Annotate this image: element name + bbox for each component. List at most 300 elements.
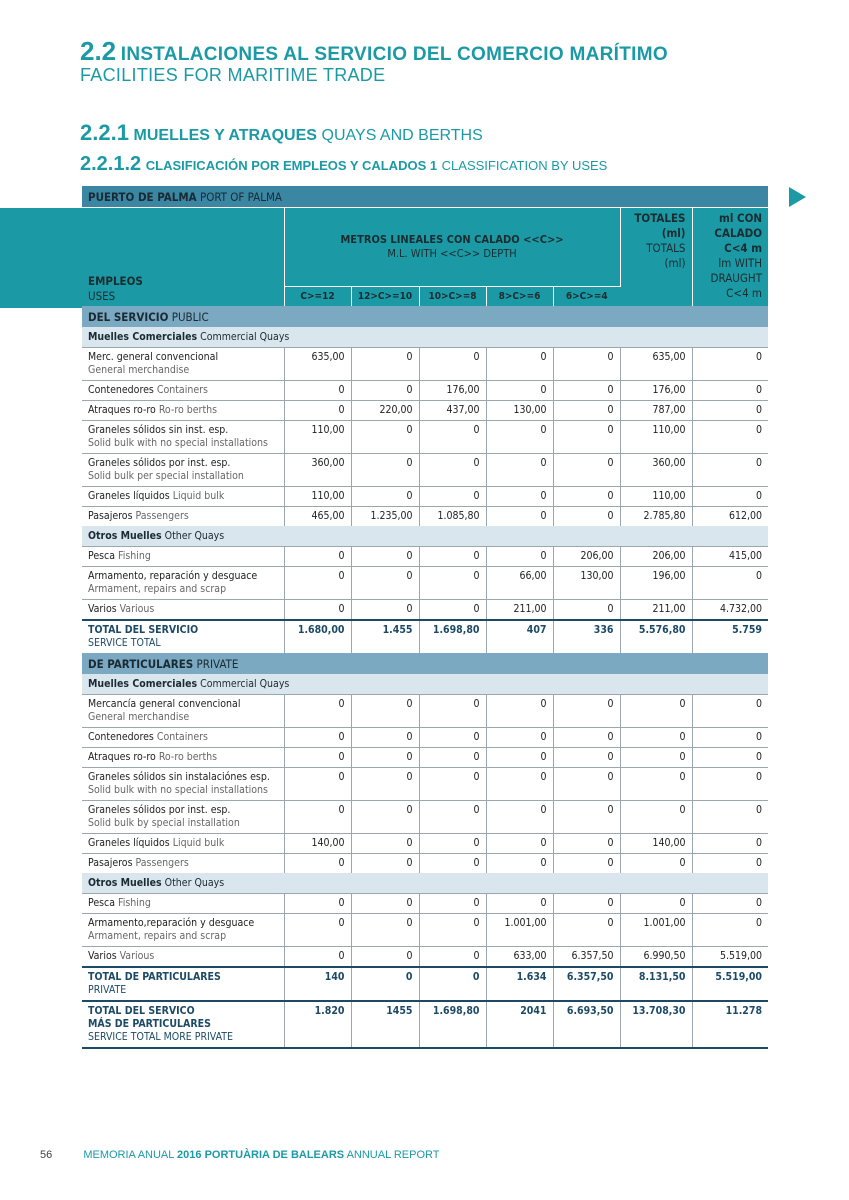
table-row <box>82 487 768 507</box>
cell-value: 0 <box>419 914 486 947</box>
cell-value: 211,00 <box>620 600 692 621</box>
subsection-number: 2.2.1 <box>80 120 129 145</box>
row-label-en: General merchandise <box>88 364 190 376</box>
row-label <box>82 421 284 454</box>
total-value: 1.698,80 <box>419 620 486 653</box>
row-label-es: Graneles líquidos <box>88 490 170 502</box>
row-label <box>82 454 284 487</box>
private-section-row-es: DE PARTICULARES <box>88 656 194 671</box>
total-value: 336 <box>553 620 620 653</box>
total-value: 1.680,00 <box>284 620 351 653</box>
table-row <box>82 894 768 914</box>
cell-value: 0 <box>419 728 486 748</box>
table-row <box>82 947 768 968</box>
subsection-title-es: MUELLES Y ATRAQUES <box>133 127 317 144</box>
cell-value: 0 <box>553 801 620 834</box>
cell-value: 0 <box>620 801 692 834</box>
subsubsection-number: 2.2.1.2 <box>80 153 142 175</box>
cell-value: 0 <box>351 854 419 874</box>
cell-value: 0 <box>351 768 419 801</box>
subsubsection-title-es: CLASIFICACIÓN POR EMPLEOS Y CALADOS 1 <box>145 158 438 173</box>
cell-value: 0 <box>419 567 486 600</box>
row-label-es: Pesca <box>88 550 116 562</box>
cell-value: 0 <box>692 894 768 914</box>
cell-value: 0 <box>351 567 419 600</box>
cell-value: 0 <box>284 695 351 728</box>
public-other-quays-row-en: Other Quays <box>164 530 225 542</box>
row-label-es: Graneles líquidos <box>88 837 170 849</box>
cell-value: 1.235,00 <box>351 507 419 527</box>
row-label <box>82 381 284 401</box>
cell-value: 130,00 <box>553 567 620 600</box>
cell-value: 6.990,50 <box>620 947 692 968</box>
row-label-es: Atraques ro-ro <box>88 404 156 416</box>
quays-table <box>82 186 768 1049</box>
cell-value: 0 <box>692 487 768 507</box>
cell-value: 0 <box>486 421 553 454</box>
cell-value: 0 <box>351 914 419 947</box>
row-label <box>82 507 284 527</box>
cell-value: 0 <box>419 547 486 567</box>
cell-value: 176,00 <box>620 381 692 401</box>
cell-value: 0 <box>553 768 620 801</box>
cell-value: 465,00 <box>284 507 351 527</box>
private-section-row-en: PRIVATE <box>196 656 239 671</box>
cell-value: 0 <box>486 834 553 854</box>
cell-value: 0 <box>284 854 351 874</box>
row-label <box>82 695 284 728</box>
cell-value: 360,00 <box>620 454 692 487</box>
table-row <box>82 748 768 768</box>
cell-value: 0 <box>284 567 351 600</box>
total-value: 140 <box>284 967 351 1001</box>
cell-value: 0 <box>620 854 692 874</box>
cell-value: 0 <box>351 547 419 567</box>
cell-value: 0 <box>284 947 351 968</box>
totals-header <box>620 208 692 307</box>
public-commercial-quays-row-en: Commercial Quays <box>200 331 290 343</box>
cell-value: 0 <box>351 381 419 401</box>
cell-value: 140,00 <box>284 834 351 854</box>
table-row <box>82 914 768 947</box>
public-section-row <box>82 306 768 327</box>
cell-value: 437,00 <box>419 401 486 421</box>
cell-value: 0 <box>553 728 620 748</box>
cell-value: 0 <box>553 454 620 487</box>
cell-value: 206,00 <box>620 547 692 567</box>
footer-bold: 2016 PORTUÀRIA DE BALEARS <box>177 1149 345 1161</box>
grand-total-label <box>82 1001 284 1048</box>
grand-total-value: 1.698,80 <box>419 1001 486 1048</box>
total-value: 1.634 <box>486 967 553 1001</box>
cell-value: 415,00 <box>692 547 768 567</box>
depth-col-4: 8>C>=6 <box>486 286 553 306</box>
footer-pre: MEMORIA ANUAL <box>83 1149 174 1161</box>
row-label-en: Fishing <box>118 897 151 909</box>
row-label-en: Containers <box>156 384 208 396</box>
table-row <box>82 421 768 454</box>
table-row <box>82 507 768 527</box>
total-value: 5.519,00 <box>692 967 768 1001</box>
cell-value: 0 <box>351 748 419 768</box>
grand-total-value: 6.693,50 <box>553 1001 620 1048</box>
row-label-es: Pesca <box>88 897 116 909</box>
cell-value: 0 <box>553 401 620 421</box>
depth-header-es: METROS LINEALES CON CALADO <<C>> <box>340 232 564 246</box>
grand-total-value: 2041 <box>486 1001 553 1048</box>
cell-value: 0 <box>553 695 620 728</box>
cell-value: 0 <box>692 401 768 421</box>
cell-value: 196,00 <box>620 567 692 600</box>
total-value: 6.357,50 <box>553 967 620 1001</box>
cell-value: 0 <box>553 854 620 874</box>
public-other-quays-row <box>82 526 768 547</box>
row-label-en: Fishing <box>118 550 151 562</box>
private-other-quays-row <box>82 873 768 894</box>
cell-value: 0 <box>620 695 692 728</box>
grand-total-value: 1.820 <box>284 1001 351 1048</box>
cell-value: 0 <box>351 834 419 854</box>
row-label-es: Varios <box>88 603 117 615</box>
cell-value: 140,00 <box>620 834 692 854</box>
row-label-es: Merc. general convencional <box>88 351 219 363</box>
cell-value: 0 <box>351 894 419 914</box>
cell-value: 206,00 <box>553 547 620 567</box>
row-label-es: Pasajeros <box>88 510 133 522</box>
row-label-es: Armamento, reparación y desguace <box>88 570 258 582</box>
table-row <box>82 801 768 834</box>
shallow-header-es: ml CON CALADO C<4 m <box>714 211 763 255</box>
cell-value: 0 <box>620 768 692 801</box>
cell-value: 787,00 <box>620 401 692 421</box>
total-value: 5.759 <box>692 620 768 653</box>
cell-value: 0 <box>486 547 553 567</box>
cell-value: 176,00 <box>419 381 486 401</box>
cell-value: 0 <box>486 507 553 527</box>
table-row <box>82 600 768 621</box>
total-value: 5.576,80 <box>620 620 692 653</box>
cell-value: 0 <box>419 695 486 728</box>
public-other-quays-row-es: Otros Muelles <box>88 530 162 542</box>
cell-value: 0 <box>486 748 553 768</box>
row-label-en: Solid bulk by special installation <box>88 817 240 829</box>
cell-value: 0 <box>284 381 351 401</box>
row-label-en: Armament, repairs and scrap <box>88 930 227 942</box>
public-section-row-en: PUBLIC <box>171 309 209 324</box>
row-label <box>82 567 284 600</box>
cell-value: 0 <box>486 854 553 874</box>
cell-value: 0 <box>553 748 620 768</box>
grand-total-value: 13.708,30 <box>620 1001 692 1048</box>
cell-value: 0 <box>692 381 768 401</box>
table-row <box>82 567 768 600</box>
depth-header-en: M.L. WITH <<C>> DEPTH <box>387 246 517 260</box>
cell-value: 0 <box>486 728 553 748</box>
totals-header-es: TOTALES (ml) <box>634 211 686 240</box>
cell-value: 0 <box>419 454 486 487</box>
cell-value: 0 <box>351 600 419 621</box>
private-total-row-en: PRIVATE <box>88 984 127 996</box>
row-label <box>82 748 284 768</box>
cell-value: 0 <box>351 801 419 834</box>
private-total-row <box>82 967 768 1001</box>
cell-value: 0 <box>692 748 768 768</box>
table-row <box>82 547 768 567</box>
cell-value: 0 <box>284 768 351 801</box>
cell-value: 0 <box>284 801 351 834</box>
cell-value: 110,00 <box>620 421 692 454</box>
cell-value: 0 <box>351 728 419 748</box>
cell-value: 0 <box>692 768 768 801</box>
cell-value: 0 <box>284 728 351 748</box>
cell-value: 0 <box>553 487 620 507</box>
cell-value: 0 <box>486 695 553 728</box>
cell-value: 0 <box>486 768 553 801</box>
cell-value: 0 <box>486 894 553 914</box>
table-row <box>82 401 768 421</box>
cell-value: 6.357,50 <box>553 947 620 968</box>
row-label-en: Passengers <box>135 510 189 522</box>
cell-value: 0 <box>486 381 553 401</box>
shallow-header <box>692 208 768 307</box>
public-total-row <box>82 620 768 653</box>
cell-value: 0 <box>692 421 768 454</box>
table-row <box>82 454 768 487</box>
cell-value: 2.785,80 <box>620 507 692 527</box>
private-other-quays-row-es: Otros Muelles <box>88 877 162 889</box>
private-commercial-quays-row-es: Muelles Comerciales <box>88 678 198 690</box>
cell-value: 0 <box>692 834 768 854</box>
cell-value: 0 <box>692 454 768 487</box>
cell-value: 0 <box>351 487 419 507</box>
depth-col-1: C>=12 <box>284 286 351 306</box>
cell-value: 0 <box>553 507 620 527</box>
cell-value: 0 <box>553 600 620 621</box>
subsection-heading <box>80 120 483 146</box>
total-value: 407 <box>486 620 553 653</box>
total-value: 0 <box>419 967 486 1001</box>
cell-value: 0 <box>351 421 419 454</box>
public-commercial-quays-row-es: Muelles Comerciales <box>88 331 198 343</box>
row-label <box>82 348 284 381</box>
row-label-en: Liquid bulk <box>172 837 225 849</box>
cell-value: 0 <box>284 894 351 914</box>
depth-header <box>284 208 620 287</box>
private-total-row-es: TOTAL DE PARTICULARES <box>88 971 221 983</box>
table-row <box>82 854 768 874</box>
row-label-es: Varios <box>88 950 117 962</box>
cell-value: 0 <box>692 348 768 381</box>
cell-value: 0 <box>692 854 768 874</box>
cell-value: 0 <box>486 801 553 834</box>
cell-value: 1.085,80 <box>419 507 486 527</box>
subsubsection-title-en: CLASSIFICATION BY USES <box>441 158 608 173</box>
public-total-row-es: TOTAL DEL SERVICIO <box>88 624 199 636</box>
row-label-en: Containers <box>156 731 208 743</box>
cell-value: 0 <box>553 834 620 854</box>
cell-value: 211,00 <box>486 600 553 621</box>
row-label <box>82 854 284 874</box>
row-label-es: Contenedores <box>88 384 154 396</box>
depth-col-2: 12>C>=10 <box>351 286 419 306</box>
grand-total-value: 1455 <box>351 1001 419 1048</box>
table-row <box>82 768 768 801</box>
cell-value: 0 <box>620 728 692 748</box>
grand-total-en: SERVICE TOTAL MORE PRIVATE <box>88 1031 233 1043</box>
private-commercial-quays-row-en: Commercial Quays <box>200 678 290 690</box>
row-label-es: Graneles sólidos sin instalaciónes esp. <box>88 771 270 783</box>
cell-value: 0 <box>620 894 692 914</box>
public-total-row-en: SERVICE TOTAL <box>88 637 161 649</box>
cell-value: 0 <box>486 454 553 487</box>
cell-value: 1.001,00 <box>486 914 553 947</box>
cell-value: 0 <box>284 914 351 947</box>
row-label-en: Liquid bulk <box>172 490 225 502</box>
cell-value: 110,00 <box>620 487 692 507</box>
row-label <box>82 914 284 947</box>
uses-header-en: USES <box>88 289 116 303</box>
cell-value: 0 <box>351 695 419 728</box>
table-row <box>82 381 768 401</box>
private-total-row-label <box>82 967 284 1001</box>
depth-col-3: 10>C>=8 <box>419 286 486 306</box>
private-other-quays-row-en: Other Quays <box>164 877 225 889</box>
page-footer <box>40 1149 440 1161</box>
cell-value: 0 <box>284 748 351 768</box>
footer-post: ANNUAL REPORT <box>346 1149 440 1161</box>
grand-total-value: 11.278 <box>692 1001 768 1048</box>
cell-value: 0 <box>486 487 553 507</box>
uses-header <box>82 208 284 307</box>
row-label-en: Ro-ro berths <box>158 404 218 416</box>
cell-value: 0 <box>553 381 620 401</box>
cell-value: 635,00 <box>284 348 351 381</box>
public-section-row-es: DEL SERVICIO <box>88 309 169 324</box>
row-label-en: General merchandise <box>88 711 190 723</box>
row-label <box>82 547 284 567</box>
cell-value: 220,00 <box>351 401 419 421</box>
subsubsection-heading <box>80 153 607 176</box>
cell-value: 0 <box>419 768 486 801</box>
cell-value: 0 <box>351 348 419 381</box>
cell-value: 130,00 <box>486 401 553 421</box>
row-label <box>82 401 284 421</box>
public-commercial-quays-row <box>82 327 768 348</box>
row-label-en: Various <box>119 603 155 615</box>
section-title-es: INSTALACIONES AL SERVICIO DEL COMERCIO MARÍTIMO <box>120 44 668 65</box>
cell-value: 1.001,00 <box>620 914 692 947</box>
row-label <box>82 801 284 834</box>
row-label-es: Mercancía general convencional <box>88 698 241 710</box>
total-value: 0 <box>351 967 419 1001</box>
row-label <box>82 834 284 854</box>
cell-value: 0 <box>419 894 486 914</box>
row-label-es: Contenedores <box>88 731 154 743</box>
page-number: 56 <box>40 1149 53 1161</box>
row-label <box>82 487 284 507</box>
shallow-header-en: lm WITH DRAUGHT C<4 m <box>710 256 763 300</box>
cell-value: 0 <box>692 914 768 947</box>
cell-value: 0 <box>284 401 351 421</box>
cell-value: 0 <box>284 600 351 621</box>
cell-value: 360,00 <box>284 454 351 487</box>
row-label <box>82 600 284 621</box>
cell-value: 0 <box>351 454 419 487</box>
port-name-es: PUERTO DE PALMA <box>88 189 197 204</box>
cell-value: 0 <box>419 834 486 854</box>
cell-value: 0 <box>620 748 692 768</box>
cell-value: 635,00 <box>620 348 692 381</box>
cell-value: 0 <box>553 421 620 454</box>
row-label-en: Various <box>119 950 155 962</box>
row-label-en: Passengers <box>135 857 189 869</box>
row-label-en: Solid bulk with no special installations <box>88 784 268 796</box>
private-commercial-quays-row <box>82 674 768 695</box>
cell-value: 0 <box>486 348 553 381</box>
cell-value: 0 <box>419 947 486 968</box>
port-name-en: PORT OF PALMA <box>199 189 283 204</box>
totals-header-en: TOTALS (ml) <box>646 241 686 270</box>
cell-value: 0 <box>419 600 486 621</box>
cell-value: 633,00 <box>486 947 553 968</box>
row-label-en: Armament, repairs and scrap <box>88 583 227 595</box>
table-row <box>82 728 768 748</box>
row-label-en: Solid bulk per special installation <box>88 470 244 482</box>
row-label <box>82 768 284 801</box>
cell-value: 0 <box>692 695 768 728</box>
port-row <box>82 186 768 208</box>
cell-value: 0 <box>419 801 486 834</box>
row-label-es: Atraques ro-ro <box>88 751 156 763</box>
cell-value: 0 <box>351 947 419 968</box>
cell-value: 0 <box>553 894 620 914</box>
table-row <box>82 834 768 854</box>
cell-value: 110,00 <box>284 421 351 454</box>
depth-col-5: 6>C>=4 <box>553 286 620 306</box>
grand-total-row <box>82 1001 768 1048</box>
cell-value: 66,00 <box>486 567 553 600</box>
row-label <box>82 894 284 914</box>
cell-value: 4.732,00 <box>692 600 768 621</box>
header-row <box>82 208 768 287</box>
row-label-es: Graneles sólidos por inst. esp. <box>88 804 231 816</box>
cell-value: 0 <box>553 914 620 947</box>
row-label-es: Pasajeros <box>88 857 133 869</box>
cell-value: 0 <box>692 801 768 834</box>
row-label <box>82 947 284 968</box>
cell-value: 0 <box>692 567 768 600</box>
table-row <box>82 695 768 728</box>
row-label-en: Ro-ro berths <box>158 751 218 763</box>
cell-value: 612,00 <box>692 507 768 527</box>
row-label-es: Graneles sólidos sin inst. esp. <box>88 424 229 436</box>
private-section-row <box>82 653 768 674</box>
row-label <box>82 728 284 748</box>
cell-value: 110,00 <box>284 487 351 507</box>
next-arrow-icon[interactable] <box>789 187 806 207</box>
row-label-en: Solid bulk with no special installations <box>88 437 268 449</box>
uses-header-es: EMPLEOS <box>88 274 143 288</box>
row-label-es: Armamento,reparación y desguace <box>88 917 255 929</box>
cell-value: 0 <box>553 348 620 381</box>
subsection-title-en: QUAYS AND BERTHS <box>321 127 483 144</box>
row-label-es: Graneles sólidos por inst. esp. <box>88 457 231 469</box>
section-number: 2.2 <box>80 36 117 66</box>
cell-value: 5.519,00 <box>692 947 768 968</box>
public-total-row-label <box>82 620 284 653</box>
grand-total-es-2: MÁS DE PARTICULARES <box>88 1018 211 1030</box>
section-heading <box>80 38 668 64</box>
